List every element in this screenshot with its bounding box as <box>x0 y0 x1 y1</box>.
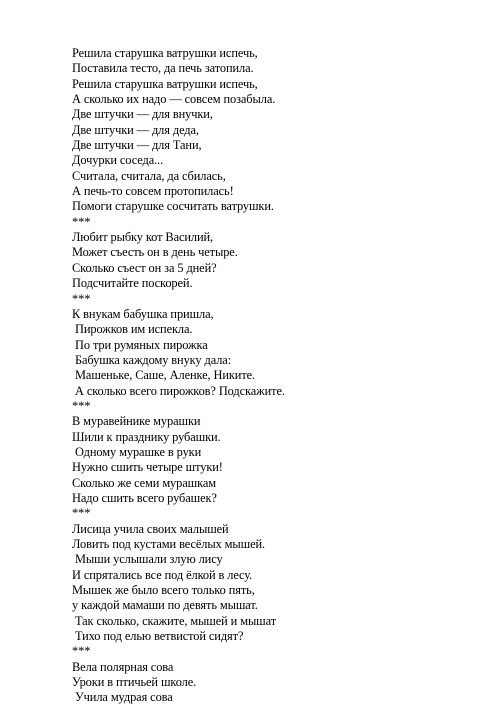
text-line: Две штучки — для Тани, <box>72 138 202 153</box>
text-line: Пирожков им испекла. <box>72 322 193 337</box>
text-line: К внукам бабушка пришла, <box>72 306 214 321</box>
text-line: Две штучки — для деда, <box>72 122 199 137</box>
text-line: Решила старушка ватрушки испечь, <box>72 76 258 91</box>
text-line: Одному мурашке в руки <box>72 444 202 459</box>
text-line: Тихо под елью ветвистой сидят? <box>72 629 244 644</box>
text-line: Поставила тесто, да печь затопила. <box>72 61 254 76</box>
text-line: Учила мудрая сова <box>72 690 173 705</box>
text-line: Мышек же было всего только пять, <box>72 583 255 598</box>
text-line: И спрятались все под ёлкой в лесу. <box>72 567 253 582</box>
text-line: А сколько их надо — совсем позабыла. <box>72 92 276 107</box>
text-line: А сколько всего пирожков? Подскажите. <box>72 383 285 398</box>
section-separator: *** <box>72 214 91 229</box>
text-line: Уроки в птичьей школе. <box>72 675 197 690</box>
text-line: Две штучки — для внучки, <box>72 107 213 122</box>
text-line: Считала, считала, да сбилась, <box>72 168 226 183</box>
text-line: А печь-то совсем протопилась! <box>72 184 234 199</box>
section-separator: *** <box>72 291 91 306</box>
section-separator: *** <box>72 398 91 413</box>
text-line: Лисица учила своих малышей <box>72 521 229 536</box>
text-line: Вела полярная сова <box>72 659 174 674</box>
text-line: Подсчитайте поскорей. <box>72 276 193 291</box>
text-line: Решила старушка ватрушки испечь, <box>72 46 258 60</box>
text-line: у каждой мамаши по девять мышат. <box>72 598 258 613</box>
text-line: Нужно сшить четыре штуки! <box>72 460 223 475</box>
text-line: Бабушка каждому внуку дала: <box>72 352 232 367</box>
section-separator: *** <box>72 644 91 659</box>
text-line: По три румяных пирожка <box>72 337 208 352</box>
poem-text-block <box>72 46 472 706</box>
text-line: Сколько съест он за 5 дней? <box>72 260 217 275</box>
text-line: Ловить под кустами весёлых мышей. <box>72 537 266 551</box>
text-line: Помоги старушке сосчитать ватрушки. <box>72 199 274 214</box>
text-line: Так сколько, скажите, мышей и мышат <box>72 613 277 628</box>
text-line: Мыши услышали злую лису <box>72 552 223 567</box>
text-line: Дочурки соседа... <box>72 153 164 168</box>
text-line: Шили к празднику рубашки. <box>72 429 221 444</box>
text-line: Может съесть он в день четыре. <box>72 245 238 260</box>
section-separator: *** <box>72 506 91 521</box>
text-line: Сколько же семи мурашкам <box>72 475 216 490</box>
text-line: В муравейнике мурашки <box>72 414 201 429</box>
text-line: Надо сшить всего рубашек? <box>72 490 217 505</box>
text-line: Любит рыбку кот Василий, <box>72 230 214 245</box>
text-line: Машеньке, Саше, Аленке, Никите. <box>72 368 256 383</box>
